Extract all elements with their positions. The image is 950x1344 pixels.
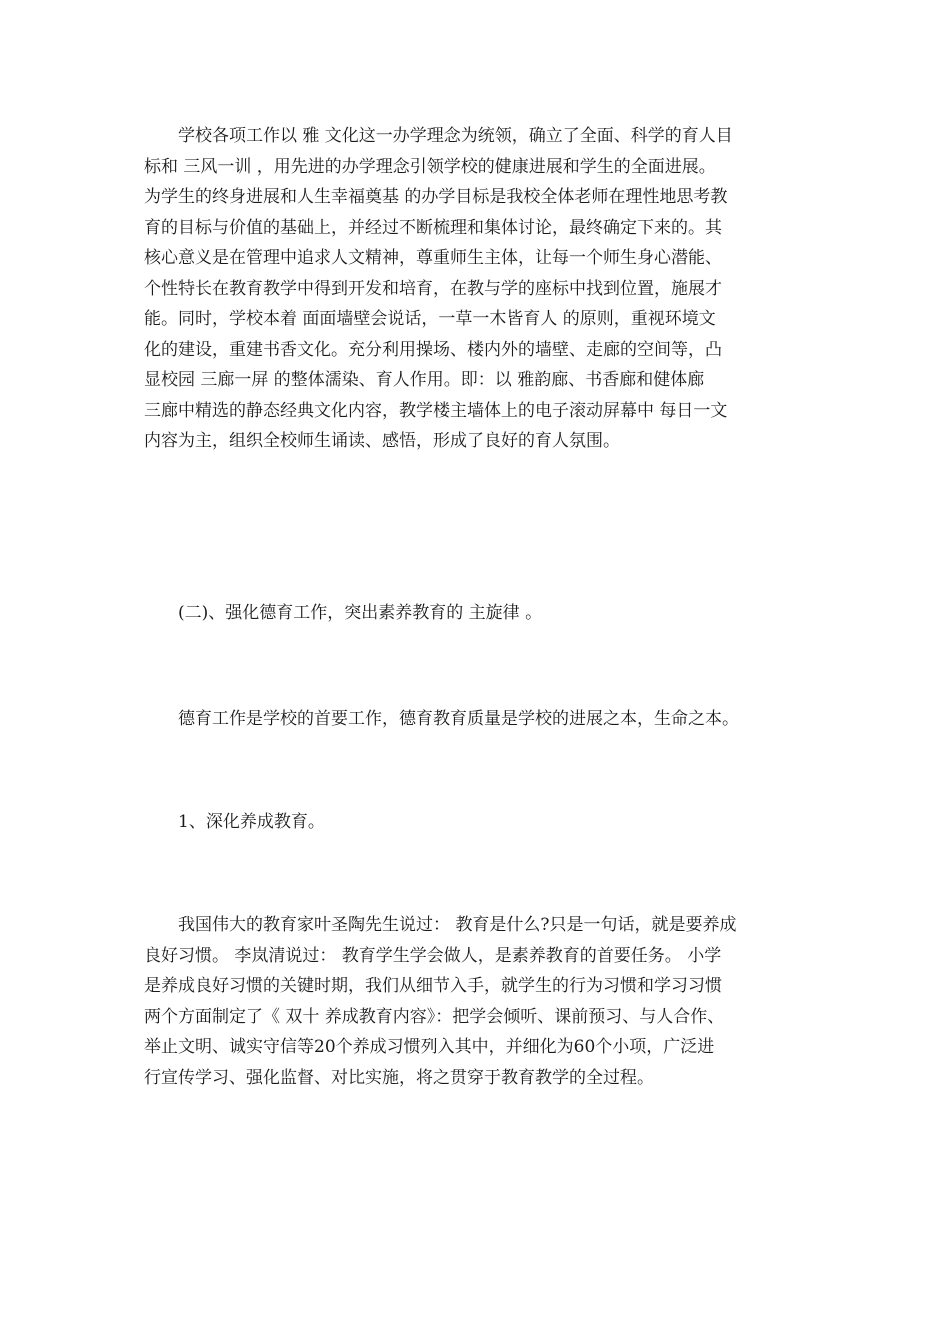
paragraph-line: 化的建设，重建书香文化。充分利用操场、楼内外的墙壁、走廊的空间等，凸 <box>144 339 722 360</box>
paragraph-moral-education <box>144 704 808 735</box>
paragraph-line: 核心意义是在管理中追求人文精神，尊重师生主体，让每一个师生身心潜能、 <box>144 248 722 268</box>
section-heading-text: (二)、强化德育工作，突出素养教育的 主旋律 。 <box>178 603 543 623</box>
paragraph-line: 行宣传学习、强化监督、对比实施，将之贯穿于教育教学的全过程。 <box>144 1067 654 1088</box>
paragraph-line: 三廊中精选的静态经典文化内容，教学楼主墙体上的电子滚动屏幕中 每日一文 <box>144 400 728 421</box>
subsection-heading-habit-education <box>144 807 808 838</box>
section-heading-moral-education <box>144 598 808 629</box>
paragraph-line: 学校各项工作以 雅 文化这一办学理念为统领，确立了全面、科学的育人目 <box>178 126 733 146</box>
paragraph-line: 为学生的终身进展和人生幸福奠基 的办学目标是我校全体老师在理性地思考教 <box>144 187 728 207</box>
paragraph-line: 举止文明、诚实守信等20个养成习惯列入其中，并细化为60个小项，广泛进 <box>144 1037 715 1057</box>
paragraph-line: 显校园 三廊一屏 的整体濡染、育人作用。即：以 雅韵廊、书香廊和健体廊 <box>144 370 705 390</box>
paragraph-line: 标和 三风一训 ，用先进的办学理念引领学校的健康进展和学生的全面进展。 <box>144 156 716 177</box>
paragraph-line: 育的目标与价值的基础上，并经过不断梳理和集体讨论，最终确定下来的。其 <box>144 217 722 238</box>
subsection-heading-text: 1、深化养成教育。 <box>178 812 325 832</box>
paragraph-line: 能。同时，学校本着 面面墙壁会说话，一草一木皆育人 的原则，重视环境文 <box>144 309 716 329</box>
paragraph-line: 内容为主，组织全校师生诵读、感悟，形成了良好的育人氛围。 <box>144 431 620 451</box>
paragraph-line: 是养成良好习惯的关键时期，我们从细节入手，就学生的行为习惯和学习习惯 <box>144 976 722 996</box>
paragraph-line: 我国伟大的教育家叶圣陶先生说过： 教育是什么?只是一句话，就是要养成 <box>178 915 737 935</box>
paragraph-line: 良好习惯。 李岚清说过： 教育学生学会做人，是素养教育的首要任务。 小学 <box>144 945 722 966</box>
paragraph-line: 德育工作是学校的首要工作，德育教育质量是学校的进展之本，生命之本。 <box>178 709 739 729</box>
paragraph-line: 个性特长在教育教学中得到开发和培育，在教与学的座标中找到位置，施展才 <box>144 278 722 299</box>
paragraph-habit-education <box>144 910 808 1093</box>
paragraph-school-culture <box>144 121 808 457</box>
paragraph-line: 两个方面制定了《 双十 养成教育内容》：把学会倾听、课前预习、与人合作、 <box>144 1006 725 1027</box>
